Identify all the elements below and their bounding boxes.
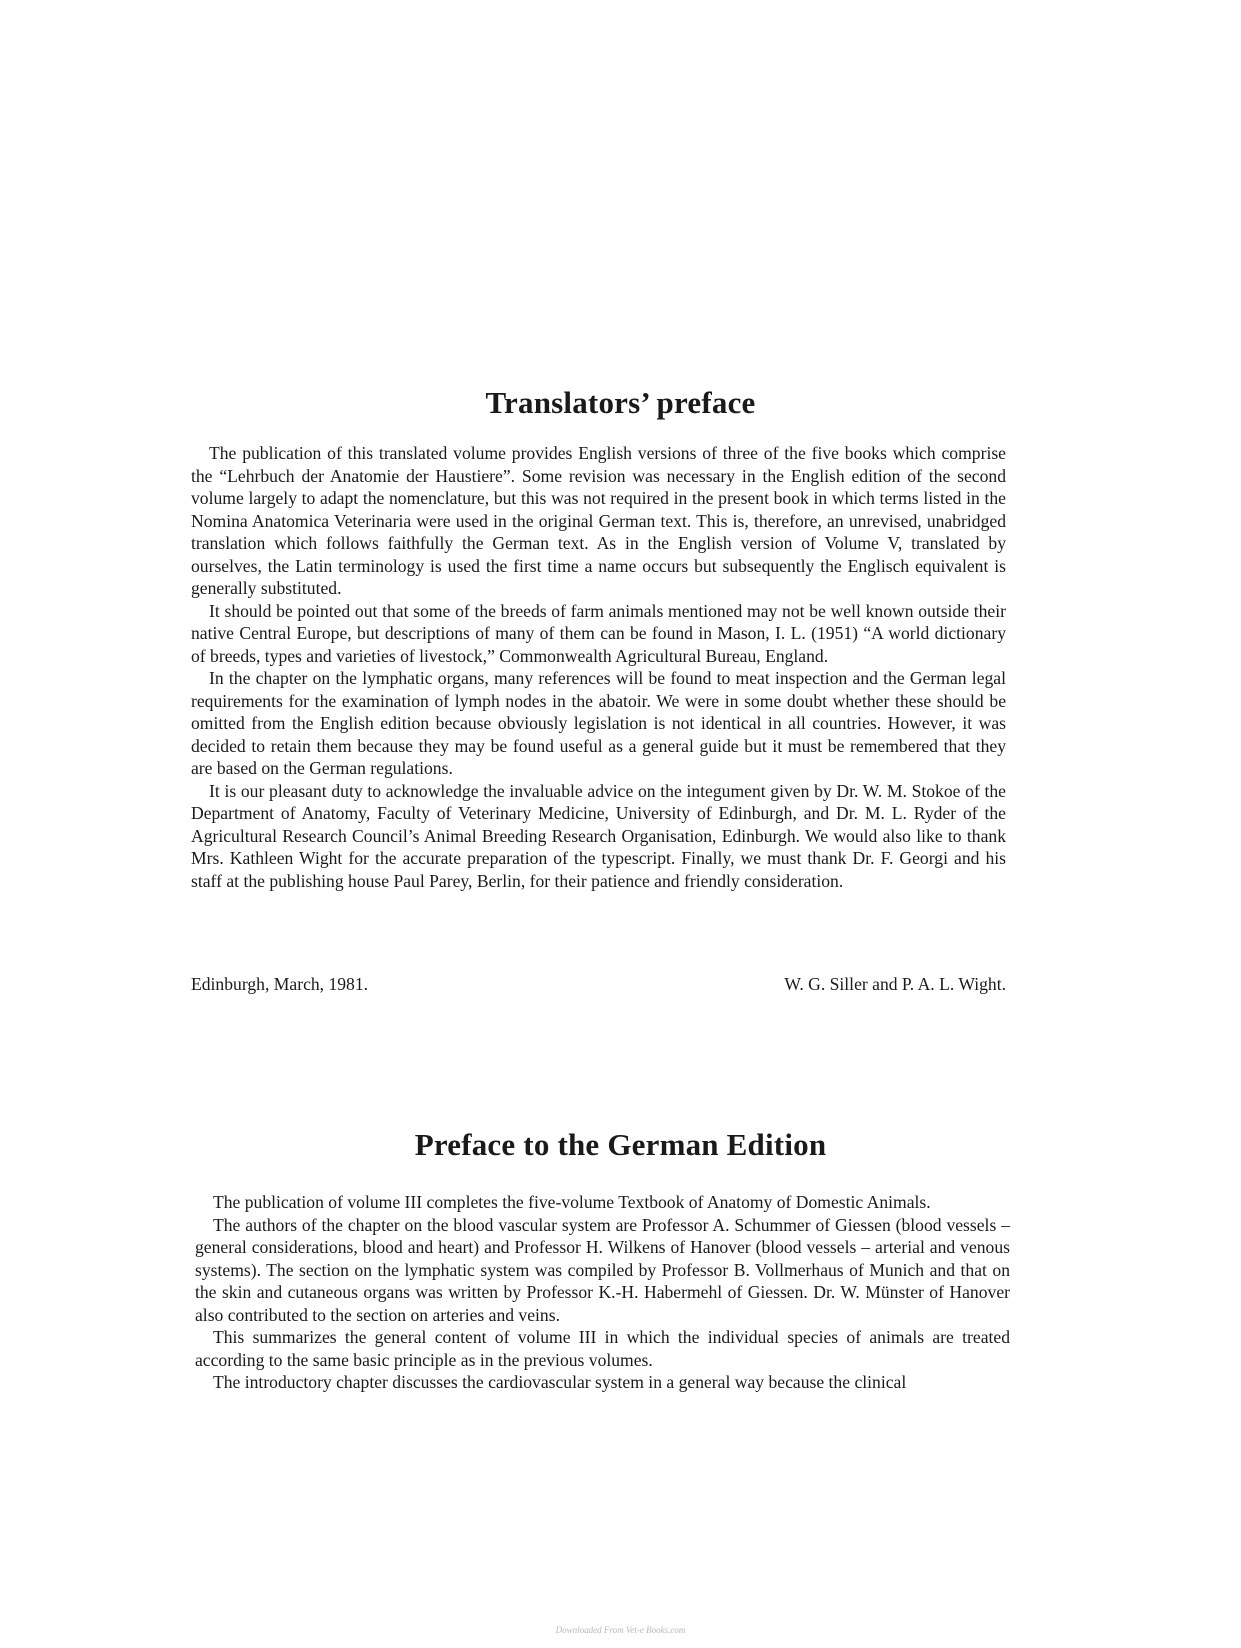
paragraph: The publication of volume III completes the five-volume Textbook of Anatomy of Domestic Animals.: [213, 1192, 931, 1212]
paragraph: The authors of the chapter on the blood vascular system are Professor A. Schummer of Giessen (blood vessels – general considerations, blood and heart) and Professor H. Wilkens of Hanover (blood vessels – arterial and venous systems). The section on the lymphatic system was compiled by Professor B. Vollmerhaus of Munich and that on the skin and cutaneous organs was written by Professor K.-H. Habermehl of Giessen. Dr. W. Münster of Hanover also contributed to the section on arteries and veins.: [195, 1214, 1010, 1325]
paragraph: The introductory chapter discusses the cardiovascular system in a general way because the clinical: [213, 1372, 907, 1392]
translator-names: W. G. Siller and P. A. L. Wight.: [784, 974, 1006, 994]
translators-preface-title: Translators’ preface: [485, 385, 756, 420]
paragraph: It is our pleasant duty to acknowledge the invaluable advice on the integument given by Dr. W. M. Stokoe of the Department of Anatomy, Faculty of Veterinary Medicine, University of Edinburgh, and Dr. M. L. Ryder of the Agricultural Research Council’s Animal Breeding Research Organisation, Edinburgh. We would also like to thank Mrs. Kathleen Wight for the accurate preparation of the typescript. Finally, we must thank Dr. F. Georgi and his staff at the publishing house Paul Parey, Berlin, for their patience and friendly consideration.: [191, 780, 1006, 891]
translators-preface-body: [191, 442, 1006, 892]
paragraph: The publication of this translated volume provides English versions of three of the five books which comprise the “Lehrbuch der Anatomie der Haustiere”. Some revision was necessary in the English edition of the second volume largely to adapt the nomenclature, but this was not required in the present book in which terms listed in the Nomina Anatomica Veterinaria were used in the original German text. This is, therefore, an unrevised, unabridged translation which follows faithfully the German text. As in the English version of Volume V, translated by ourselves, the Latin terminology is used the first time a name occurs but subsequently the Englisch equivalent is generally substituted.: [191, 443, 1006, 598]
paragraph: It should be pointed out that some of the breeds of farm animals mentioned may not be well known outside their native Central Europe, but descriptions of many of them can be found in Mason, I. L. (1951) “A world dictionary of breeds, types and varieties of livestock,” Commonwealth Agricultural Bureau, England.: [191, 600, 1006, 666]
download-watermark: Downloaded From Vet-e Books.com: [555, 1625, 686, 1635]
german-preface-title: Preface to the German Edition: [414, 1127, 827, 1162]
paragraph: This summarizes the general content of volume III in which the individual species of animals are treated according to the same basic principle as in the previous volumes.: [195, 1327, 1010, 1370]
german-preface-body: [195, 1191, 1010, 1394]
paragraph: In the chapter on the lymphatic organs, many references will be found to meat inspection and the German legal requirements for the examination of lymph nodes in the abatoir. We were in some doubt whether these should be omitted from the English edition because obviously legislation is not identical in all countries. However, it was decided to retain them because they may be found useful as a general guide but it must be remembered that they are based on the German regulations.: [191, 668, 1006, 778]
place-date: Edinburgh, March, 1981.: [191, 974, 369, 994]
